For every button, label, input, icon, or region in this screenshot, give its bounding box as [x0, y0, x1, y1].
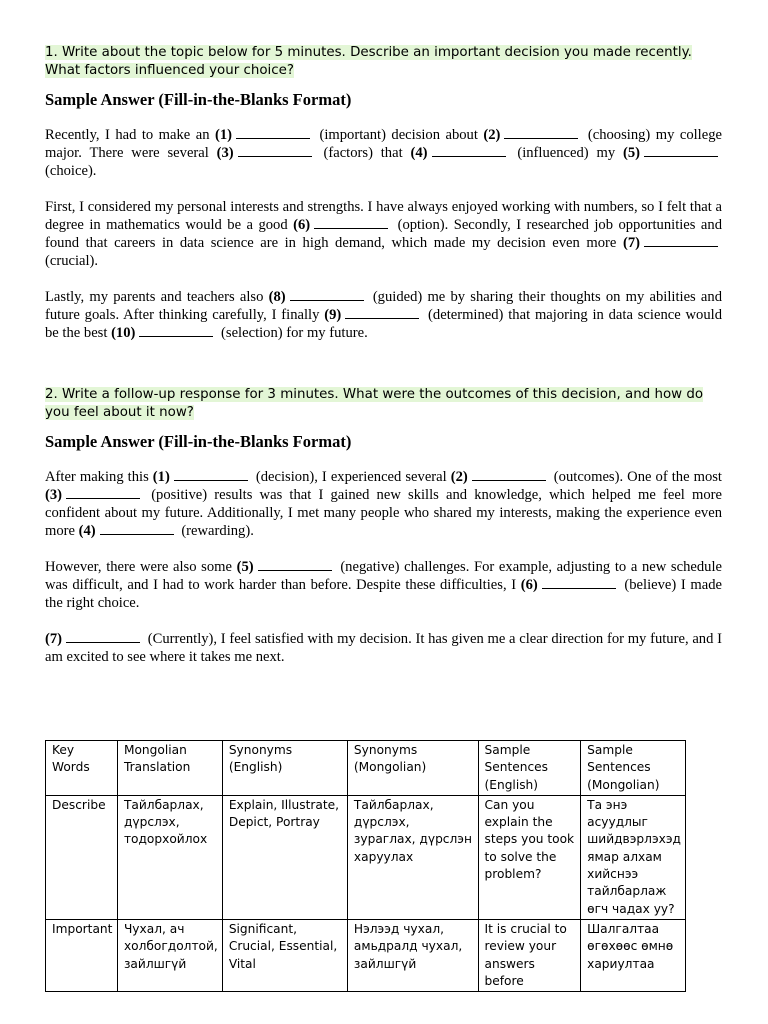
vocabulary-table	[45, 740, 686, 992]
answer-text: Lastly, my parents and teachers also	[45, 289, 269, 305]
table-cell: Тайлбарлах, дүрслэх, тодорхойлох	[117, 795, 222, 919]
table-row	[46, 795, 686, 919]
sample-answer-heading-2: Sample Answer (Fill-in-the-Blanks Format)	[45, 432, 352, 451]
blank-number: (5)	[622, 145, 640, 161]
blank-number: (2)	[450, 469, 468, 485]
fill-in-blank[interactable]	[644, 234, 718, 247]
sample-answer-heading-1: Sample Answer (Fill-in-the-Blanks Format)	[45, 90, 352, 109]
fill-in-blank[interactable]	[345, 306, 419, 319]
fill-in-blank[interactable]	[238, 144, 312, 157]
fill-in-blank[interactable]	[542, 576, 616, 589]
answer-text: (negative) challenges. For example, adjusting to a new schedule was difficult, and I had to work harder than before. Despite these difficulties, I	[45, 559, 722, 593]
table-header-row	[46, 741, 686, 796]
blank-number: (3)	[45, 487, 63, 503]
answer-text: After making this	[45, 469, 153, 485]
fill-in-blank[interactable]	[236, 126, 310, 139]
answer-text: (decision), I experienced several	[251, 469, 451, 485]
blank-number: (4)	[410, 145, 428, 161]
answer-text: (positive) results was that I gained new skills and knowledge, which helped me feel more confident about my future. Additionally, I met many people who shared my interests, making the experience even more	[45, 487, 722, 539]
table-header-cell: Key Words	[46, 741, 118, 796]
blank-number: (3)	[216, 145, 234, 161]
answer-text: Recently, I had to make an	[45, 127, 215, 143]
table-header-cell: Synonyms (English)	[222, 741, 347, 796]
fill-in-blank[interactable]	[644, 144, 718, 157]
table-row	[46, 919, 686, 991]
answer-text: (rewarding).	[177, 523, 254, 539]
answer-text: (influenced) my	[509, 145, 623, 161]
table-header-cell: Sample Sentences (English)	[478, 741, 581, 796]
blank-number: (10)	[111, 325, 136, 341]
table-cell: Чухал, ач холбогдолтой, зайлшгүй	[117, 919, 222, 991]
blank-number: (4)	[78, 523, 96, 539]
worksheet	[45, 44, 722, 666]
table-cell: Significant, Crucial, Essential, Vital	[222, 919, 347, 991]
fill-in-blank[interactable]	[100, 522, 174, 535]
table-cell: Describe	[46, 795, 118, 919]
answer-paragraph	[45, 126, 722, 180]
answer-text: (choice).	[45, 163, 97, 179]
answer-text: However, there were also some	[45, 559, 237, 575]
prompt-2	[45, 386, 722, 421]
prompt-1	[45, 44, 722, 79]
section-1-paragraphs	[45, 126, 722, 342]
fill-in-blank[interactable]	[66, 486, 140, 499]
fill-in-blank[interactable]	[472, 468, 546, 481]
answer-paragraph	[45, 630, 722, 666]
fill-in-blank[interactable]	[174, 468, 248, 481]
fill-in-blank[interactable]	[139, 324, 213, 337]
prompt-1-text: 1. Write about the topic below for 5 minutes. Describe an important decision you made recently. What factors influenced your choice?	[45, 45, 692, 78]
table-cell: Та энэ асуудлыг шийдвэрлэхэд ямар алхам хийснээ тайлбарлаж өгч чадах уу?	[581, 795, 686, 919]
section-2-paragraphs	[45, 468, 722, 666]
fill-in-blank[interactable]	[432, 144, 506, 157]
fill-in-blank[interactable]	[290, 288, 364, 301]
answer-text: First, I considered my personal interests and strengths. I have always enjoyed working with numbers, so I felt that a degree in mathematics would be a good	[45, 199, 722, 233]
blank-number: (5)	[236, 559, 254, 575]
answer-text: (crucial).	[45, 253, 99, 269]
answer-text: (selection) for my future.	[217, 325, 368, 341]
answer-paragraph	[45, 468, 722, 540]
blank-number: (8)	[268, 289, 286, 305]
blank-number: (7)	[45, 631, 63, 647]
table-header-cell: Synonyms (Mongolian)	[347, 741, 478, 796]
table-cell: Important	[46, 919, 118, 991]
table-cell: Шалгалтаа өгөхөөс өмнө хариултаа	[581, 919, 686, 991]
fill-in-blank[interactable]	[504, 126, 578, 139]
table-cell: Нэлээд чухал, амьдралд чухал, зайлшгүй	[347, 919, 478, 991]
table-header-cell: Mongolian Translation	[117, 741, 222, 796]
answer-paragraph	[45, 198, 722, 270]
blank-number: (7)	[622, 235, 640, 251]
blank-number: (6)	[293, 217, 311, 233]
answer-text: (determined) that majoring in data science would be the best	[45, 307, 723, 341]
answer-text: (guided) me by sharing their thoughts on my abilities and future goals. After thinking carefully, I finally	[45, 289, 722, 323]
answer-text: (choosing) my college major. There were several	[45, 127, 722, 161]
blank-number: (6)	[520, 577, 538, 593]
answer-text: (important) decision about	[314, 127, 484, 143]
fill-in-blank[interactable]	[258, 558, 332, 571]
table-cell: Тайлбарлах, дүрслэх, зураглах, дүрслэн харуулах	[347, 795, 478, 919]
table-cell: Can you explain the steps you took to solve the problem?	[478, 795, 581, 919]
fill-in-blank[interactable]	[66, 630, 140, 643]
blank-number: (2)	[483, 127, 501, 143]
blank-number: (1)	[152, 469, 170, 485]
table-cell: It is crucial to review your answers before	[478, 919, 581, 991]
fill-in-blank[interactable]	[314, 216, 388, 229]
blank-number: (1)	[214, 127, 233, 143]
answer-text: (believe) I made the right choice.	[45, 577, 723, 611]
answer-paragraph	[45, 558, 722, 612]
answer-text: (outcomes). One of the most	[549, 469, 722, 485]
table-header-cell: Sample Sentences (Mongolian)	[581, 741, 686, 796]
answer-text: (option). Secondly, I researched job opportunities and found that careers in data science are in high demand, which made my decision even more	[45, 217, 722, 251]
prompt-2-text: 2. Write a follow-up response for 3 minutes. What were the outcomes of this decision, and how do you feel about it now?	[45, 387, 704, 420]
blank-number: (9)	[324, 307, 342, 323]
answer-text: (Currently), I feel satisfied with my decision. It has given me a clear direction for my future, and I am excited to see where it takes me next.	[45, 631, 722, 665]
table-cell: Explain, Illustrate, Depict, Portray	[222, 795, 347, 919]
answer-text: (factors) that	[315, 145, 411, 161]
answer-paragraph	[45, 288, 722, 342]
